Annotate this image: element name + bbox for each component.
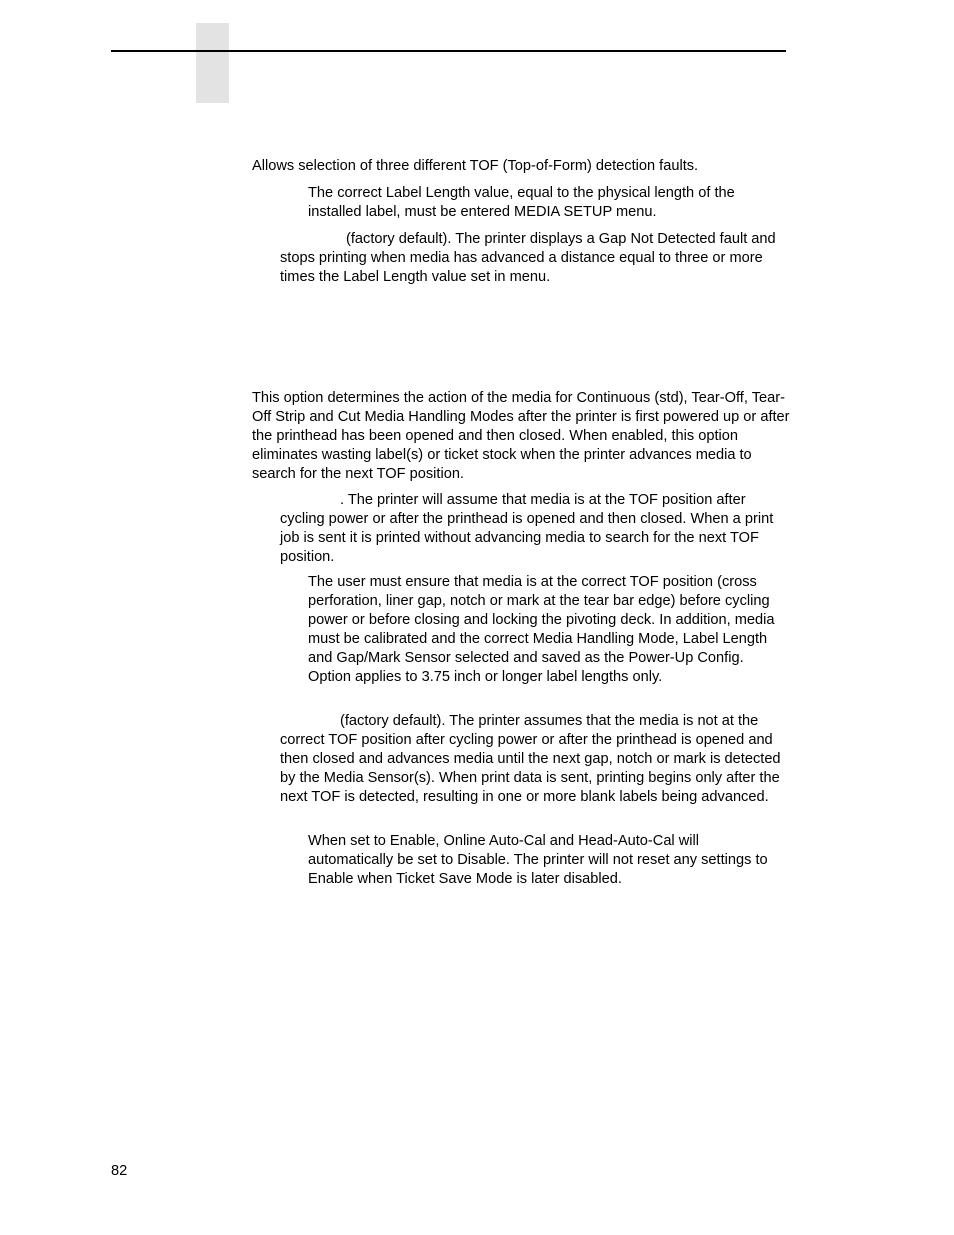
tof-fault-default-option: (factory default). The printer displays a Gap Not Detected fault and stops printing when media has advanced a distance equal to three or more times the Label Length value set in menu. (280, 231, 776, 285)
page-number: 82 (111, 1163, 128, 1179)
ticket-save-intro: This option determines the action of the media for Continuous (std), Tear-Off, Tear-Off Strip and Cut Media Handling Modes after the printer is first powered up or after the printhead has been opened and then closed. When enabled, this option eliminates wasting label(s) or ticket stock when the printer advances media to search for the next TOF position. (252, 390, 790, 482)
chapter-tab (196, 23, 229, 103)
tof-fault-note: The correct Label Length value, equal to the physical length of the installed label, must be entered MEDIA SETUP menu. (308, 185, 735, 220)
ticket-save-disable-option: (factory default). The printer assumes that the media is not at the correct TOF position after cycling power or after the printhead is opened and then closed and advances media until the next gap, notch or mark is detected by the Media Sensor(s). When print data is sent, printing begins only after the next TOF is detected, resulting in one or more blank labels being advanced. (280, 713, 781, 805)
ticket-save-autocal-note: When set to Enable, Online Auto-Cal and Head-Auto-Cal will automatically be set to Disable. The printer will not reset any settings to Enable when Ticket Save Mode is later disabled. (308, 833, 768, 887)
tof-fault-intro: Allows selection of three different TOF (Top-of-Form) detection faults. (252, 158, 699, 174)
header-rule (111, 50, 786, 52)
ticket-save-enable-note: The user must ensure that media is at the correct TOF position (cross perforation, liner gap, notch or mark at the tear bar edge) before cycling power or before closing and locking the pivoting deck. In addition, media must be calibrated and the correct Media Handling Mode, Label Length and Gap/Mark Sensor selected and saved as the Power-Up Config. Option applies to 3.75 inch or longer label lengths only. (308, 574, 775, 685)
ticket-save-enable-option: . The printer will assume that media is at the TOF position after cycling power or after the printhead is opened and then closed. When a print job is sent it is printed without advancing media to search for the next TOF position. (280, 492, 774, 565)
